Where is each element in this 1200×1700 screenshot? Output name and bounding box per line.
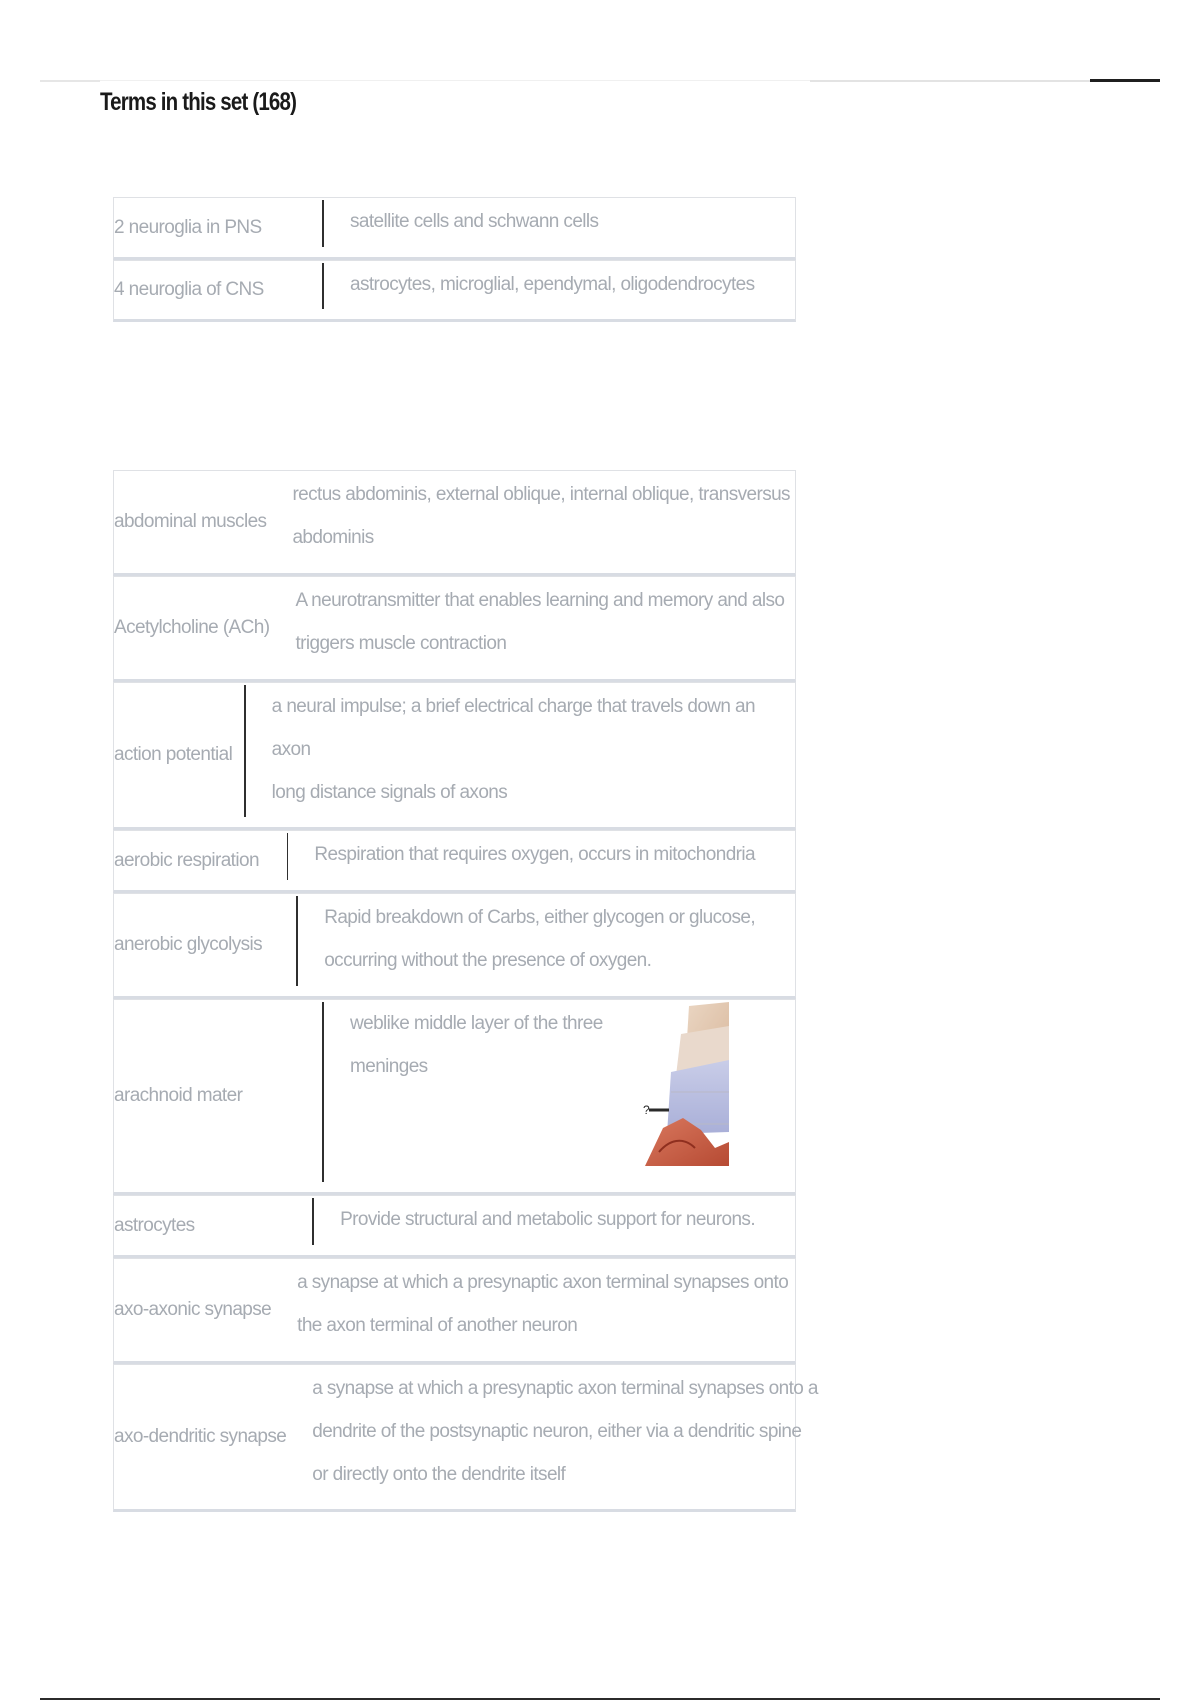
definition-text bbox=[246, 683, 795, 827]
definition-text bbox=[324, 261, 795, 319]
term-text: axo-axonic synapse bbox=[114, 1299, 272, 1320]
meninges-layers-image[interactable] bbox=[641, 1002, 731, 1166]
definition-line: rectus abdominis, external oblique, internal oblique, transversus bbox=[292, 484, 790, 505]
definition-text bbox=[286, 1365, 858, 1509]
term-text: axo-dendritic synapse bbox=[114, 1426, 287, 1447]
term-text: action potential bbox=[114, 744, 233, 765]
definition-line: or directly onto the dendrite itself bbox=[312, 1464, 566, 1485]
page-title: Terms in this set (168) bbox=[100, 88, 297, 116]
flashcard-row[interactable] bbox=[113, 1195, 796, 1258]
flashcard-row[interactable] bbox=[113, 576, 796, 682]
definition-line: triggers muscle contraction bbox=[295, 633, 507, 654]
definition-text bbox=[324, 198, 795, 257]
definition-text bbox=[271, 1259, 828, 1361]
definition-line: occurring without the presence of oxygen. bbox=[324, 950, 652, 971]
definition-line: weblike middle layer of the three bbox=[350, 1013, 603, 1034]
definition-line: long distance signals of axons bbox=[271, 782, 508, 803]
definition-line: a synapse at which a presynaptic axon terminal synapses onto a bbox=[312, 1378, 818, 1399]
term-text: astrocytes bbox=[114, 1214, 195, 1236]
definition-line: astrocytes, microglial, ependymal, oligodendrocytes bbox=[350, 274, 755, 295]
definition-text bbox=[298, 894, 795, 996]
term-set-2 bbox=[113, 470, 818, 1512]
definition-text bbox=[269, 577, 824, 679]
definition-text bbox=[288, 831, 795, 890]
flashcard-row[interactable] bbox=[113, 682, 796, 830]
top-divider-left bbox=[40, 80, 100, 82]
definition-line: axon bbox=[271, 739, 311, 760]
definition-line: A neurotransmitter that enables learning and memory and also bbox=[295, 590, 785, 611]
definition-line: satellite cells and schwann cells bbox=[350, 211, 599, 232]
definition-line: Respiration that requires oxygen, occurs in mitochondria bbox=[314, 844, 755, 865]
definition-line: abdominis bbox=[292, 527, 374, 548]
definition-line: dendrite of the postsynaptic neuron, either via a dendritic spine bbox=[312, 1421, 802, 1442]
term-text: 4 neuroglia of CNS bbox=[114, 279, 264, 300]
term-text: arachnoid mater bbox=[114, 1085, 243, 1106]
flashcard-row[interactable] bbox=[113, 830, 796, 893]
term-text: abdominal muscles bbox=[114, 511, 267, 532]
top-divider-accent bbox=[1090, 79, 1160, 82]
flashcard-row[interactable] bbox=[113, 893, 796, 999]
definition-line: meninges bbox=[350, 1056, 428, 1077]
flashcard-row[interactable] bbox=[113, 1364, 818, 1512]
flashcard-row[interactable] bbox=[113, 470, 796, 576]
top-divider-right bbox=[810, 80, 1090, 82]
term-text: Acetylcholine (ACh) bbox=[114, 617, 270, 638]
term-text: aerobic respiration bbox=[114, 849, 259, 871]
definition-text bbox=[314, 1196, 795, 1255]
question-mark-label: ? bbox=[643, 1103, 650, 1117]
definition-line: Provide structural and metabolic support for neurons. bbox=[340, 1209, 755, 1230]
top-divider-middle bbox=[100, 80, 810, 81]
definition-line: a neural impulse; a brief electrical charge that travels down an bbox=[271, 696, 755, 717]
flashcard-row[interactable] bbox=[113, 197, 796, 260]
term-set-1 bbox=[113, 197, 796, 322]
term-text: 2 neuroglia in PNS bbox=[114, 216, 262, 238]
definition-text bbox=[266, 471, 830, 573]
definition-line: the axon terminal of another neuron bbox=[297, 1315, 578, 1336]
term-text: anerobic glycolysis bbox=[114, 934, 263, 955]
flashcard-row[interactable] bbox=[113, 1258, 796, 1364]
flashcard-row[interactable] bbox=[113, 260, 796, 322]
flashcard-row[interactable] bbox=[113, 999, 796, 1195]
definition-line: a synapse at which a presynaptic axon terminal synapses onto bbox=[297, 1272, 789, 1293]
definition-line: Rapid breakdown of Carbs, either glycogen or glucose, bbox=[324, 907, 755, 928]
